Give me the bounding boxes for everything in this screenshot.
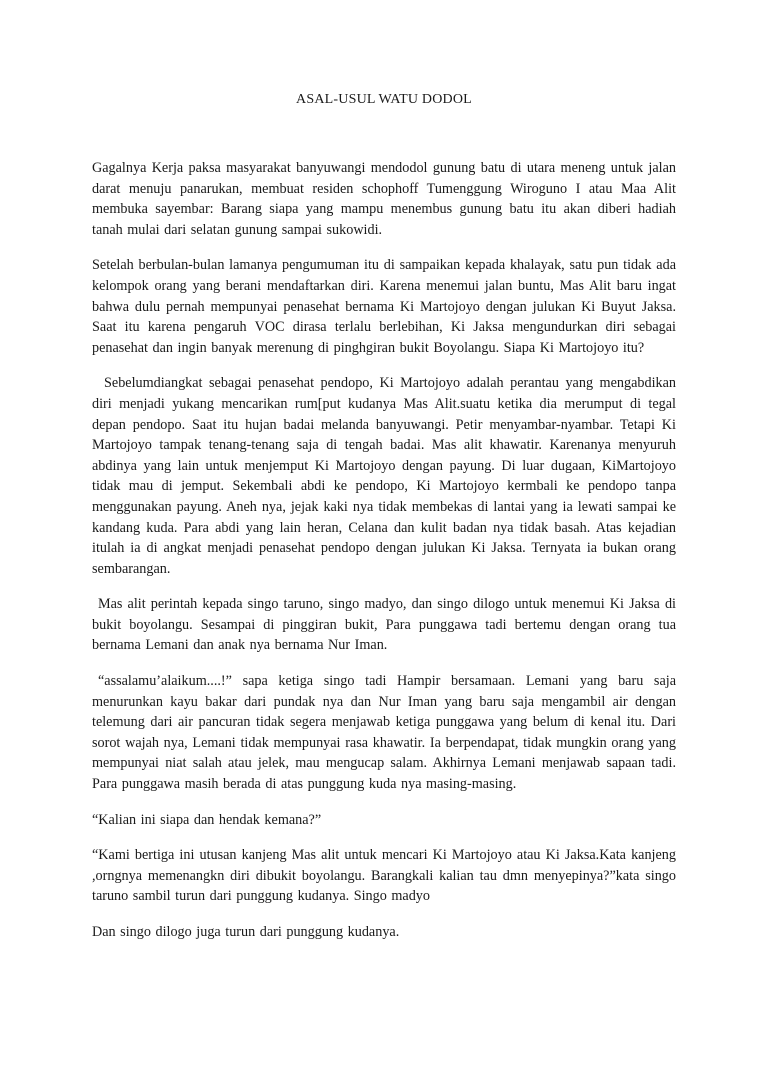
paragraph-reply: “Kami bertiga ini utusan kanjeng Mas alit untuk mencari Ki Martojoyo atau Ki Jaksa.Kata kanjeng ,orngnya memenangkn diri dibukit boyolangu. Barangkali kalian tau dmn menyepinya?”kata singo taruno sambil turun dari punggung kudanya. Singo madyo bbox=[92, 847, 676, 905]
paragraph-question: “Kalian ini siapa dan hendak kemana?” bbox=[92, 811, 322, 828]
paragraph-closing: Dan singo dilogo juga turun dari punggung kudanya. bbox=[92, 924, 400, 940]
document-body bbox=[92, 158, 676, 958]
paragraph-sayembara: Gagalnya Kerja paksa masyarakat banyuwangi mendodol gunung batu di utara meneng untuk jalan darat menuju panarukan, membuat residen schophoff Tumenggung Wiroguno I atau Maa Alit membuka sayembar: Barang siapa yang mampu menembus gunung batu itu akan diberi hadiah tanah mulai dari selatan gunung sampai sukowidi. bbox=[92, 160, 676, 238]
paragraph-singo-journey: Mas alit perintah kepada singo taruno, singo madyo, dan singo dilogo untuk menemui Ki Jaksa di bukit boyolangu. Sesampai di pinggiran bukit, Para punggawa tadi bertemu dengan orang tua bernama Lemani dan anak nya bernama Nur Iman. bbox=[92, 596, 676, 654]
document-title: ASAL-USUL WATU DODOL bbox=[296, 92, 472, 107]
paragraph-ki-martojoyo-story: Sebelumdiangkat sebagai penasehat pendopo, Ki Martojoyo adalah perantau yang mengabdikan diri menjadi yukang mencarikan rum[put kudanya Mas Alit.suatu ketika dia merumput di tegal depan pendopo. Saat itu hujan badai melanda banyuwangi. Petir menyambar-nyambar. Tetapi Ki Martojoyo tampak tenang-tenang saja di tengah badai. Mas alit khawatir. Karenanya menyuruh abdinya yang lain untuk menjemput Ki Martojoyo dengan payung. Di luar dugaan, KiMartojoyo tidak mau di jemput. Sekembali abdi ke pendopo, Ki Martojoyo kermbali ke pendopo tanpa menggunakan payung. Aneh nya, jejak kaki nya tidak membekas di lantai yang ia lewati sampai ke kandang kuda. Para abdi yang lain heran, Celana dan kulit badan nya tidak basah. Atas kejadian itulah ia di angkat menjadi penasehat pendopo dengan julukan Ki Jaksa. Ternyata ia bukan orang sembarangan. bbox=[92, 375, 676, 577]
paragraph-ki-martojoyo-intro: Setelah berbulan-bulan lamanya pengumuman itu di sampaikan kepada khalayak, satu pun tidak ada kelompok orang yang berani mendaftarkan diri. Karena menemui jalan buntu, Mas Alit baru ingat bahwa dulu pernah mempunyai penasehat bernama Ki Martojoyo dengan julukan Ki Buyut Jaksa. Saat itu karena pengaruh VOC dirasa terlalu berlebihan, Ki Jaksa mengundurkan diri sebagai penasehat dan ingin banyak merenung di pinghgiran bukit Boyolangu. Siapa Ki Martojoyo itu? bbox=[92, 257, 676, 356]
paragraph-greeting: “assalamu’alaikum....!” sapa ketiga singo tadi Hampir bersamaan. Lemani yang baru saja menurunkan kayu bakar dari pundak nya dan Nur Iman yang baru saja mengambil air dengan telemung dari air pancuran tidak segera menjawab ketiga punggawa yang belum di kenal itu. Dari sorot wajah nya, Lemani tidak mempunyai rasa khawatir. Ia berpendapat, tidak mungkin orang yang mempunyai niat salah atau jelek, mau mengucap salam. Akhirnya Lemani menjawab sapaan tadi. Para punggawa masih berada di atas punggung kuda nya masing-masing. bbox=[92, 673, 676, 793]
